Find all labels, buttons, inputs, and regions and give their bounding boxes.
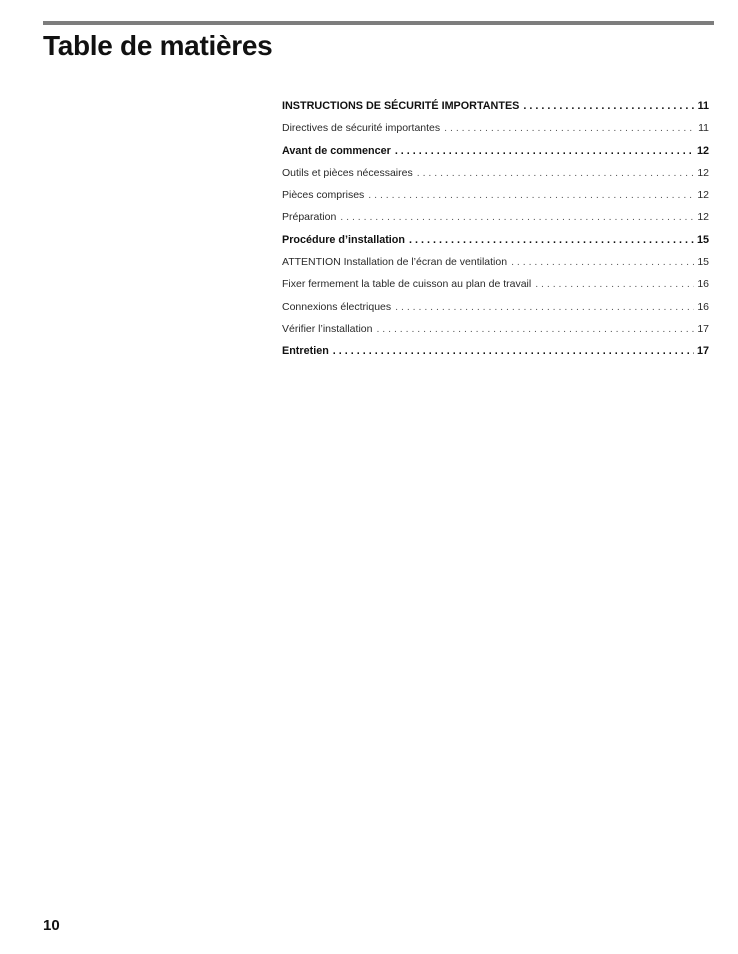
toc-entry-page: 17: [696, 345, 709, 358]
toc-entry-label: Entretien: [282, 345, 329, 358]
toc-entry-label: Avant de commencer: [282, 144, 391, 157]
toc-leader-dots: [444, 122, 695, 134]
toc-leader-dots: [376, 323, 694, 335]
toc-entry-page: 15: [696, 233, 709, 246]
toc-entry[interactable]: [282, 234, 709, 256]
toc-entry-label: Outils et pièces nécessaires: [282, 166, 413, 179]
toc-leader-dots: [523, 100, 694, 112]
toc-leader-dots: [511, 256, 694, 268]
table-of-contents: [282, 100, 709, 368]
toc-entry[interactable]: [282, 323, 709, 345]
toc-entry[interactable]: [282, 167, 709, 189]
toc-entry[interactable]: [282, 278, 709, 300]
toc-entry[interactable]: [282, 122, 709, 144]
toc-entry-label: Connexions électriques: [282, 300, 392, 313]
toc-entry-label: Procédure d’installation: [282, 233, 405, 246]
toc-entry-page: 15: [697, 256, 709, 269]
toc-entry-page: 17: [697, 322, 709, 335]
toc-entry-page: 12: [697, 189, 709, 202]
toc-entry[interactable]: [282, 345, 709, 367]
toc-entry[interactable]: [282, 211, 709, 233]
toc-entry-page: 11: [697, 100, 709, 112]
toc-entry-label: Fixer fermement la table de cuisson au plan de travail: [282, 278, 532, 291]
toc-entry-label: Préparation: [282, 211, 337, 224]
toc-entry-page: 16: [697, 278, 709, 291]
toc-entry-page: 12: [696, 144, 709, 157]
toc-entry-label: INSTRUCTIONS DE SÉCURITÉ IMPORTANTES: [282, 100, 520, 112]
toc-entry[interactable]: [282, 301, 709, 323]
toc-entry[interactable]: [282, 256, 709, 278]
toc-entry-label: ATTENTION Installation de l’écran de ventilation: [282, 256, 508, 269]
toc-entry-page: 11: [698, 122, 709, 135]
toc-entry-page: 12: [697, 166, 709, 179]
toc-entry-label: Pièces comprises: [282, 189, 365, 202]
page-title: Table de matières: [43, 30, 273, 61]
toc-leader-dots: [395, 301, 694, 313]
toc-leader-dots: [368, 189, 694, 201]
toc-entry[interactable]: [282, 145, 709, 167]
page-number: 10: [43, 917, 60, 934]
toc-entry-page: 12: [697, 211, 709, 224]
toc-entry-page: 16: [697, 300, 709, 313]
toc-leader-dots: [409, 234, 694, 246]
toc-leader-dots: [333, 345, 694, 357]
toc-entry-label: Vérifier l’installation: [282, 322, 373, 335]
toc-leader-dots: [340, 211, 694, 223]
toc-leader-dots: [395, 145, 694, 157]
toc-entry-label: Directives de sécurité importantes: [282, 122, 441, 135]
toc-leader-dots: [417, 167, 695, 179]
toc-entry[interactable]: [282, 189, 709, 211]
top-rule: [43, 21, 714, 25]
toc-entry[interactable]: [282, 100, 709, 122]
toc-leader-dots: [535, 278, 694, 290]
